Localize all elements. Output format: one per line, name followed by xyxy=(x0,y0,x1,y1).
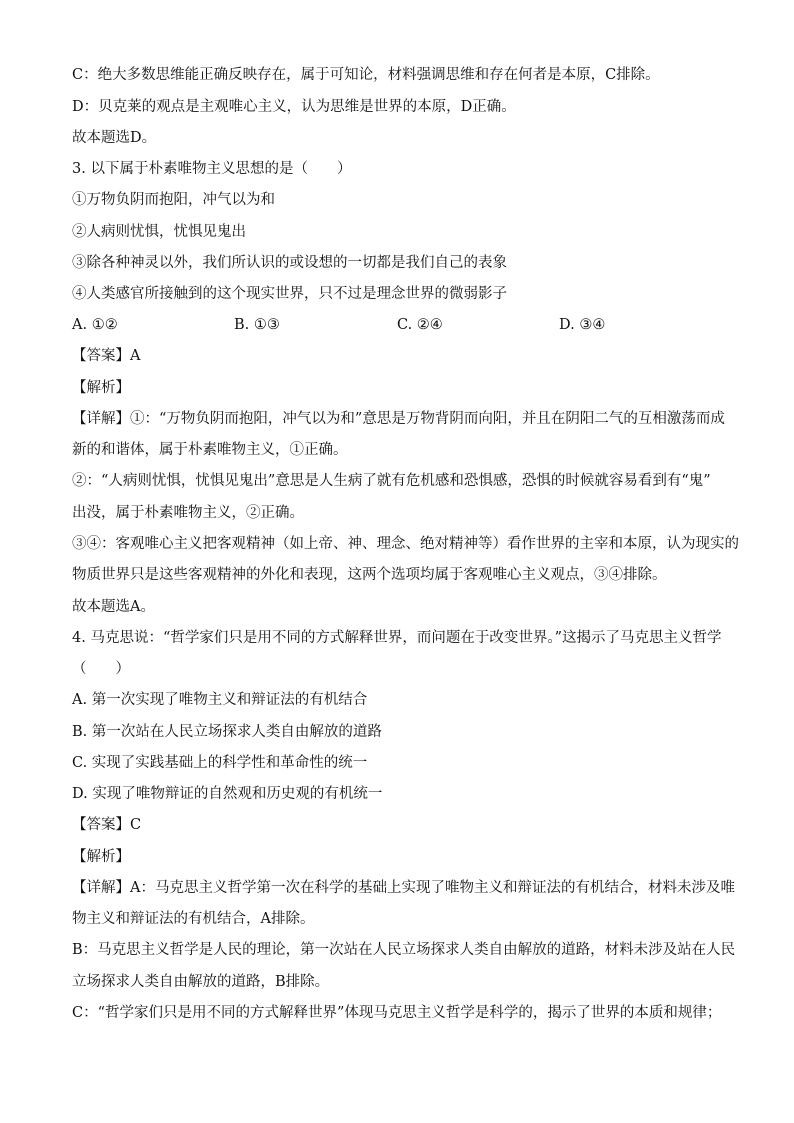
q3-item-3: ③除各种神灵以外，我们所认识的或设想的一切都是我们自己的表象 xyxy=(72,255,507,271)
q3-item-4: ④人类感官所接触到的这个现实世界，只不过是理念世界的微弱影子 xyxy=(72,286,507,302)
q4-option-c: C. 实现了实践基础上的科学性和革命性的统一 xyxy=(72,755,368,771)
q3-options xyxy=(72,315,732,335)
q4-answer: 【答案】C xyxy=(72,817,142,833)
q4-analysis-line-1: 【详解】A：马克思主义哲学第一次在科学的基础上实现了唯物主义和辩证法的有机结合，材料未涉及唯 xyxy=(72,880,735,896)
q3-analysis-line-1: 【详解】①：“万物负阴而抱阳，冲气以为和”意思是万物背阴而向阳，并且在阴阳二气的互相激荡而成 xyxy=(72,411,725,427)
q3-conclusion: 故本题选A。 xyxy=(72,599,155,615)
q4-analysis-title: 【解析】 xyxy=(72,849,130,865)
q3-analysis-title: 【解析】 xyxy=(72,380,130,396)
q4-option-b: B. 第一次站在人民立场探求人类自由解放的道路 xyxy=(72,724,382,740)
q3-option-d: D. ③④ xyxy=(559,317,606,333)
q3-answer: 【答案】A xyxy=(72,348,141,364)
q3-analysis-line-5: ③④：客观唯心主义把客观精神（如上帝、神、理念、绝对精神等）看作世界的主宰和本原，认为现实的 xyxy=(72,536,739,552)
prev-analysis-c: C：绝大多数思维能正确反映存在，属于可知论，材料强调思维和存在何者是本原，C排除。 xyxy=(72,67,660,83)
q3-item-1: ①万物负阴而抱阳，冲气以为和 xyxy=(72,192,275,208)
q4-analysis-line-4: 立场探求人类自由解放的道路，B排除。 xyxy=(72,974,330,990)
q4-stem-line-1: 4. 马克思说：“哲学家们只是用不同的方式解释世界，而问题在于改变世界。”这揭示了马克思主义哲学 xyxy=(72,630,722,646)
q3-analysis-line-6: 物质世界只是这些客观精神的外化和表现，这两个选项均属于客观唯心主义观点，③④排除。 xyxy=(72,567,667,583)
q4-analysis-line-3: B：马克思主义哲学是人民的理论，第一次站在人民立场探求人类自由解放的道路，材料未涉及站在人民 xyxy=(72,942,736,958)
prev-conclusion: 故本题选D。 xyxy=(72,130,157,146)
q3-stem: 3. 以下属于朴素唯物主义思想的是（ ） xyxy=(72,161,352,177)
q3-option-b: B. ①③ xyxy=(234,317,280,333)
q3-option-c: C. ②④ xyxy=(397,317,443,333)
q4-analysis-line-5: C：“哲学家们只是用不同的方式解释世界”体现马克思主义哲学是科学的，揭示了世界的本质和规律； xyxy=(72,1005,722,1021)
q4-stem-line-2: （ ） xyxy=(72,661,130,677)
q4-option-d: D. 实现了唯物辩证的自然观和历史观的有机统一 xyxy=(72,786,383,802)
q4-option-a: A. 第一次实现了唯物主义和辩证法的有机结合 xyxy=(72,692,368,708)
q3-item-2: ②人病则忧惧，忧惧见鬼出 xyxy=(72,224,246,240)
q3-analysis-line-3: ②：“人病则忧惧，忧惧见鬼出”意思是人生病了就有危机感和恐惧感，恐惧的时候就容易看到有“鬼” xyxy=(72,473,711,489)
q3-analysis-line-4: 出没，属于朴素唯物主义，②正确。 xyxy=(72,505,304,521)
q3-option-a: A. ①② xyxy=(72,317,118,333)
q4-analysis-line-2: 物主义和辩证法的有机结合，A排除。 xyxy=(72,911,315,927)
q3-analysis-line-2: 新的和谐体，属于朴素唯物主义，①正确。 xyxy=(72,442,348,458)
prev-analysis-d: D：贝克莱的观点是主观唯心主义，认为思维是世界的本原，D正确。 xyxy=(72,99,516,115)
